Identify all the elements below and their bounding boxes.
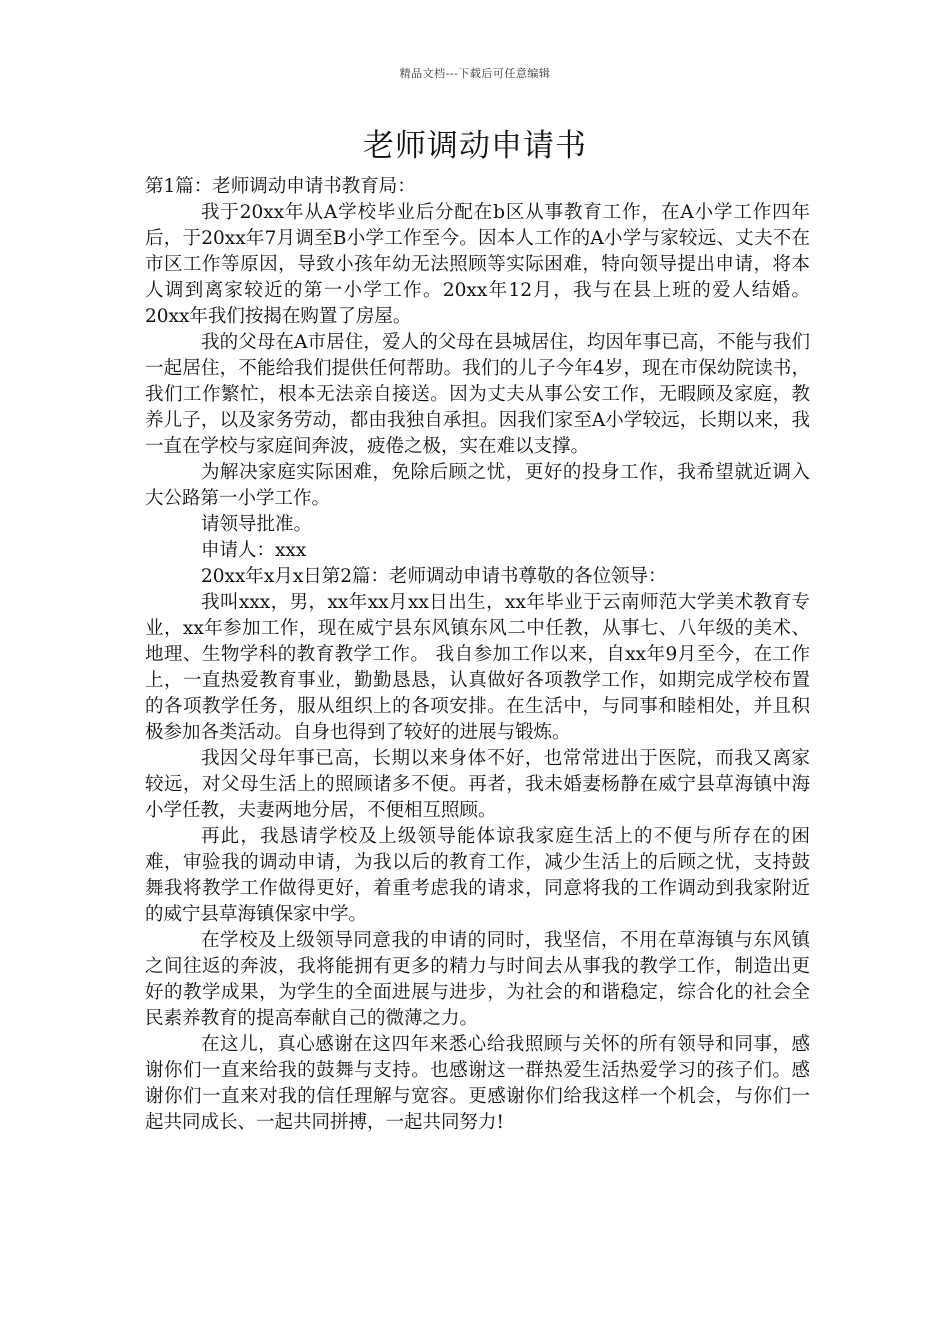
paragraph: 我因父母年事已高，长期以来身体不好，也常常进出于医院，而我又离家较远，对父母生活上的照顾诸多不便。再者，我未婚妻杨静在威宁县草海镇中海小学任教，夫妻两地分居，不便相互照顾。 bbox=[145, 748, 810, 821]
paragraph: 请领导批准。 bbox=[201, 514, 313, 535]
date-and-second-title: 20xx年x月x日第2篇：老师调动申请书尊敬的各位领导： bbox=[201, 566, 667, 587]
paragraph: 第1篇：老师调动申请书教育局： bbox=[145, 176, 416, 197]
paragraph: 我叫xxx，男，xx年xx月xx日出生，xx年毕业于云南师范大学美术教育专业，xx年参加工作，现在威宁县东风镇东风二中任教，从事七、八年级的美术、地理、生物学科的教育教学工作。 我自参加工作以来，自xx年9月至今，在工作上，一直热爱教育事业，勤勤恳恳，认真做好各项教学工作，如期完成学校布置的各项教学任务，服从组织上的各项安排。在生活中，与同事和睦相处，并且积极参加各类活动。自身也得到了较好的进展与锻炼。 bbox=[145, 592, 810, 743]
paragraph: 在学校及上级领导同意我的申请的同时，我坚信，不用在草海镇与东风镇之间往返的奔波，我将能拥有更多的精力与时间去从事我的教学工作，制造出更好的教学成果，为学生的全面进展与进步，为社会的和谐稳定，综合化的社会全民素养教育的提高奉献自己的微薄之力。 bbox=[145, 930, 810, 1029]
header-note: 精品文档---下载后可任意编辑 bbox=[399, 67, 551, 80]
document-title: 老师调动申请书 bbox=[363, 128, 587, 164]
paragraph: 为解决家庭实际困难，免除后顾之忧，更好的投身工作，我希望就近调入大公路第一小学工作。 bbox=[145, 462, 810, 509]
paragraph: 再此，我恳请学校及上级领导能体谅我家庭生活上的不便与所存在的困难，审验我的调动申请，为我以后的教育工作，减少生活上的后顾之忧，支持鼓舞我将教学工作做得更好，着重考虑我的请求，同意将我的工作调动到我家附近的威宁县草海镇保家中学。 bbox=[145, 826, 810, 925]
paragraph: 在这儿，真心感谢在这四年来悉心给我照顾与关怀的所有领导和同事，感谢你们一直来给我的鼓舞与支持。也感谢这一群热爱生活热爱学习的孩子们。感谢你们一直来对我的信任理解与宽容。更感谢你们给我这样一个机会，与你们一起共同成长、一起共同拼搏，一起共同努力! bbox=[145, 1034, 810, 1133]
paragraph: 我的父母在A市居住，爱人的父母在县城居住，均因年事已高，不能与我们一起居住，不能给我们提供任何帮助。我们的儿子今年4岁，现在市保幼院读书，我们工作繁忙，根本无法亲自接送。因为丈夫从事公安工作，无暇顾及家庭，教养儿子，以及家务劳动，都由我独自承担。因我们家至A小学较远，长期以来，我一直在学校与家庭间奔波，疲倦之极，实在难以支撑。 bbox=[145, 332, 810, 457]
document-body bbox=[145, 174, 810, 1136]
applicant-line: 申请人：xxx bbox=[201, 540, 307, 561]
paragraph: 我于20xx年从A学校毕业后分配在b区从事教育工作，在A小学工作四年后，于20xx年7月调至B小学工作至今。因本人工作的A小学与家较远、丈夫不在市区工作等原因，导致小孩年幼无法照顾等实际困难，特向领导提出申请，将本人调到离家较近的第一小学工作。20xx年12月，我与在县上班的爱人结婚。20xx年我们按揭在购置了房屋。 bbox=[145, 202, 810, 327]
